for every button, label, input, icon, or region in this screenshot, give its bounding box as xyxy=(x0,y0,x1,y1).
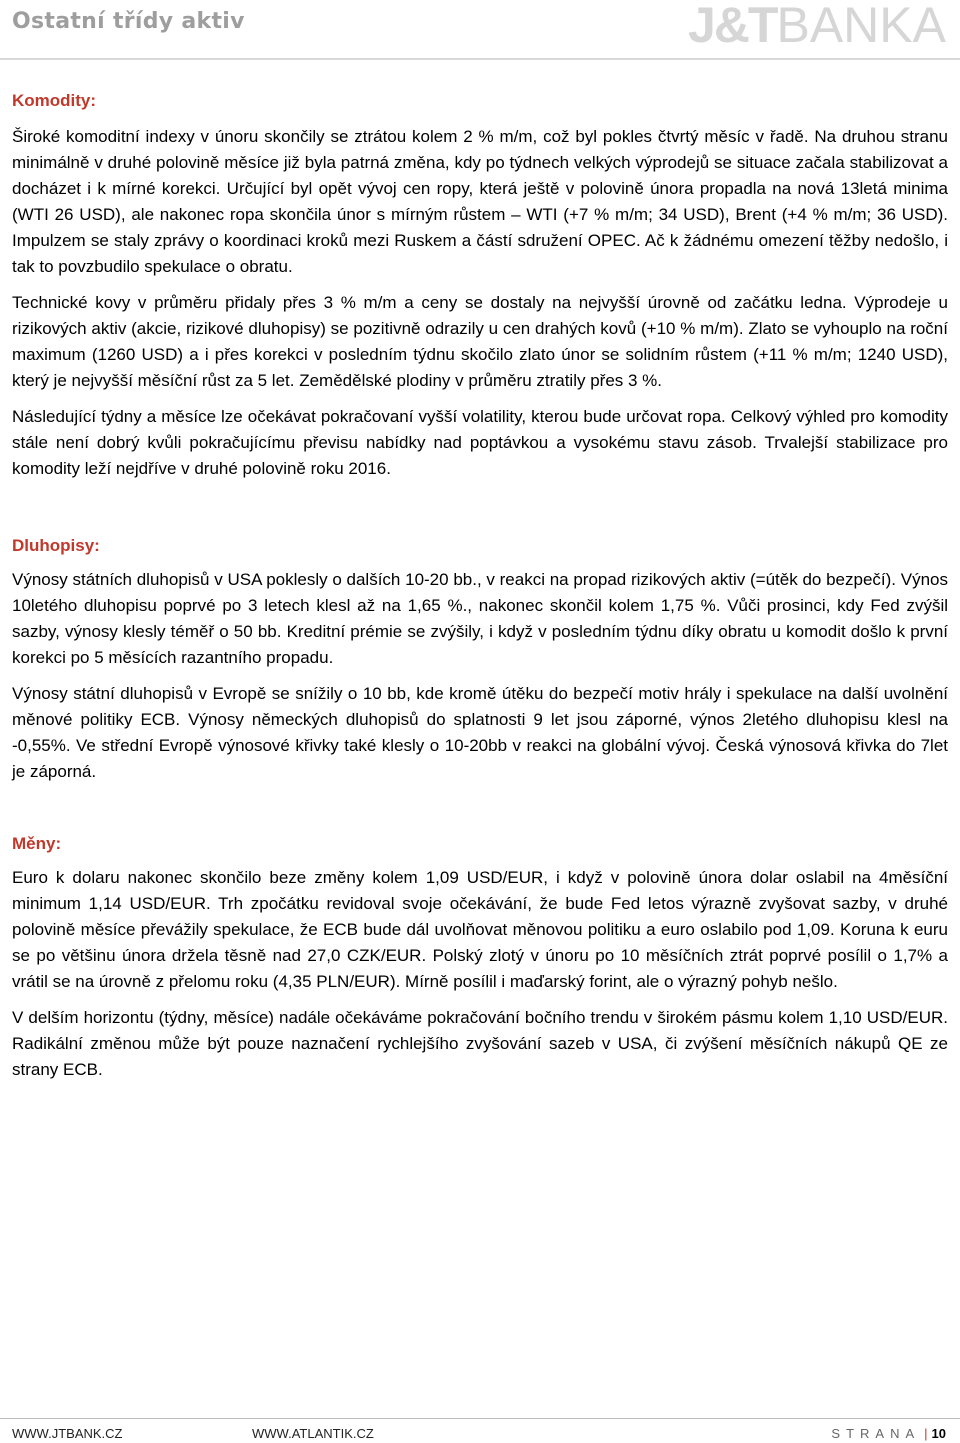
page-number: 10 xyxy=(931,1426,946,1441)
atlantik-link[interactable]: WWW.ATLANTIK.CZ xyxy=(252,1426,374,1441)
page-indicator xyxy=(831,1426,946,1441)
section-title-komodity: Komodity: xyxy=(12,91,97,110)
header-divider xyxy=(0,58,960,60)
dluhopisy-paragraph-2: Výnosy státní dluhopisů v Evropě se snížily o 10 bb, kde kromě útěku do bezpečí motiv hrály i spekulace na další uvolnění měnové politiky ECB. Výnosy německých dluhopisů do splatnosti 9 let jsou záporné, výnos 2letého dluhopisu klesl na -0,55%. Ve střední Evropě výnosové křivky také klesly o 10-20bb v reakci na globální vývoj. Česká výnosová křivka do 7let je záporná. xyxy=(12,684,948,781)
jtbank-link[interactable]: WWW.JTBANK.CZ xyxy=(12,1426,123,1441)
komodity-paragraph-1: Široké komoditní indexy v únoru skončily se ztrátou kolem 2 % m/m, což byl pokles čtvrtý měsíc v řadě. Na druhou stranu minimálně v druhé polovině měsíce již byla patrná změna, kdy po týdnech velkých výprodejů se situace začala stabilizovat a docházet i k mírné korekci. Určující byl opět vývoj cen ropy, která ještě v polovině února propadla na nová 13letá minima (WTI 26 USD), ale nakonec ropa skončila únor s mírným růstem – WTI (+7 % m/m; 34 USD), Brent (+4 % m/m; 36 USD). Impulzem se staly zprávy o koordinaci kroků mezi Ruskem a částí sdružení OPEC. Ač k žádnému omezení těžby nedošlo, i tak to povzbudilo spekulace o obratu. xyxy=(12,127,948,276)
page-label: STRANA xyxy=(831,1426,921,1441)
page-separator: | xyxy=(924,1426,928,1441)
logo-jt-text: J&T xyxy=(688,0,777,53)
dluhopisy-paragraph-1: Výnosy státních dluhopisů v USA poklesly o dalších 10-20 bb., v reakci na propad rizikových aktiv (=útěk do bezpečí). Výnos 10letého dluhopisu poprvé po 3 letech klesl až na 1,65 %., nakonec skončil kolem 1,75 %. Vůči prosinci, kdy Fed zvýšil sazby, výnosy klesly téměř o 50 bb. Kreditní prémie se zvýšily, i když v posledním týdnu díky obratu u komodit došlo k první korekci po 5 měsících razantního propadu. xyxy=(12,570,948,667)
section-title-dluhopisy: Dluhopisy: xyxy=(12,536,100,555)
jt-banka-logo xyxy=(688,0,946,53)
section-title-meny: Měny: xyxy=(12,834,62,853)
komodity-paragraph-2: Technické kovy v průměru přidaly přes 3 % m/m a ceny se dostaly na nejvyšší úrovně od začátku ledna. Výprodeje u rizikových aktiv (akcie, rizikové dluhopisy) se pozitivně odrazily u cen drahých kovů (+10 % m/m). Zlato se vyhouplo na roční maximum (1260 USD) a i přes korekci v posledním týdnu skočilo zlato únor se solidním růstem (+11 % m/m; 1240 USD), který je nejvyšší měsíční růst za 5 let. Zemědělské plodiny v průměru ztratily přes 3 %. xyxy=(12,293,948,390)
main-content xyxy=(12,88,948,1083)
meny-paragraph-1: Euro k dolaru nakonec skončilo beze změny kolem 1,09 USD/EUR, i když v polovině února dolar oslabil na 4měsíční minimum 1,14 USD/EUR. Trh zpočátku revidoval svoje očekávání, že bude Fed letos výrazně zvyšovat sazby, v druhé polovině měsíce převážily spekulace, že ECB bude dál uvolňovat měnovou politiku a euro oslabilo pod 1,09. Koruna k euru se po většinu února držela těsně nad 27,0 CZK/EUR. Polský zlotý v únoru po 10 měsíčních ztrát poprvé posílil o 1,7% a vrátil se na úrovně z přelomu roku (4,35 PLN/EUR). Mírně posílil i maďarský forint, ale o výrazný pohyb nešlo. xyxy=(12,868,948,991)
page-footer xyxy=(0,1418,960,1443)
page-header xyxy=(0,0,960,58)
komodity-paragraph-3: Následující týdny a měsíce lze očekávat pokračovaní vyšší volatility, kterou bude určovat ropa. Celkový výhled pro komodity stále není dobrý kvůli pokračujícímu převisu nabídky nad poptávkou a vysokému stavu zásob. Trvalejší stabilizace pro komodity leží nejdříve v druhé polovině roku 2016. xyxy=(12,407,948,478)
meny-paragraph-2: V delším horizontu (týdny, měsíce) nadále očekáváme pokračování bočního trendu v širokém pásmu kolem 1,10 USD/EUR. Radikální změnou může být pouze naznačení rychlejšího zvyšování sazeb v USA, či zvýšení měsíčních nákupů QE ze strany ECB. xyxy=(12,1008,948,1079)
footer-divider xyxy=(0,1418,960,1419)
logo-banka-text: BANKA xyxy=(776,0,946,53)
page-title: Ostatní třídy aktiv xyxy=(12,9,245,34)
